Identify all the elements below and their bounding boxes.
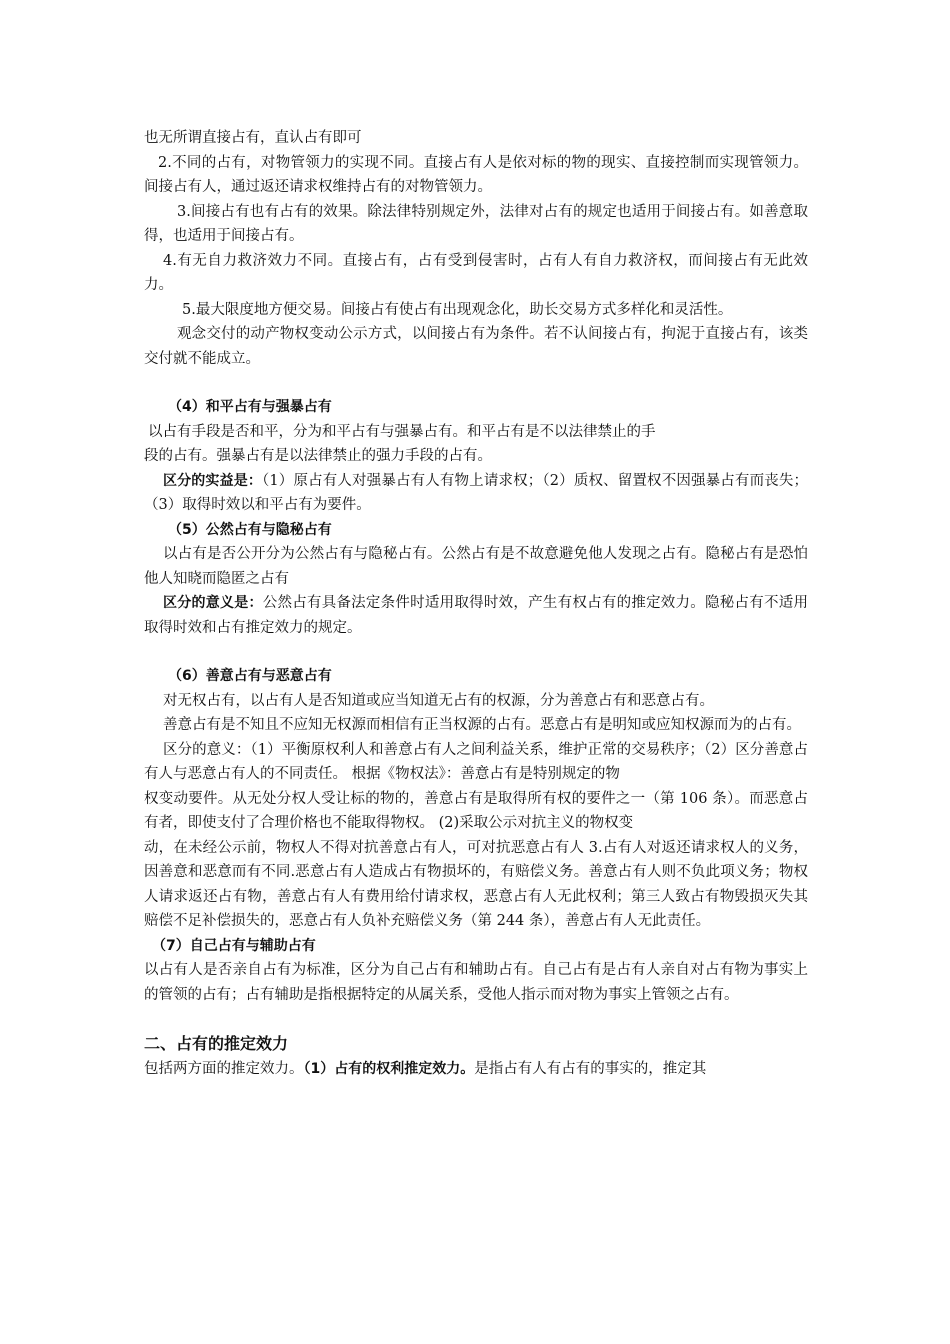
paragraph [144,1057,808,1082]
paragraph: 以占有是否公开分为公然占有与隐秘占有。公然占有是不故意避免他人发现之占有。隐秘占有是恐怕他人知晓而隐匿之占有 [144,546,808,587]
paragraph-text: 包括两方面的推定效力。 [144,1061,304,1077]
paragraph: 动，在未经公示前，物权人不得对抗善意占有人，可对抗恶意占有人 3.占有人对返还请求权人的义务，因善意和恶意而有不同.恶意占有人造成占有物损坏的，有赔偿义务。善意占有人则不负此项义务；物权人请求返还占有物，善意占有人有费用给付请求权，恶意占有人无此权利；第三人致占有物毁损灭失其赔偿不足补偿损失的，恶意占有人负补充赔偿义务（第 244 条），善意占有人无此责任。 [144,839,808,929]
paragraph: 5.最大限度地方便交易。间接占有使占有出现观念化，助长交易方式多样化和灵活性。 [182,301,733,318]
section-heading: （5）公然占有与隐秘占有 [168,521,332,538]
paragraph: 4.有无自力救济效力不同。直接占有，占有受到侵害时，占有人有自力救济权，而间接占有无此效力。 [144,252,808,293]
paragraph: 权变动要件。从无处分权人受让标的物的，善意占有是取得所有权的要件之一（第 106 条）。而恶意占有者，即使支付了合理价格也不能取得物权。 (2)采取公示对抗主义的物权变 [144,790,808,831]
paragraph: 以占有手段是否和平，分为和平占有与强暴占有。和平占有是不以法律禁止的手 [148,423,656,440]
section-heading: （6）善意占有与恶意占有 [168,668,332,684]
chapter-heading: 二、占有的推定效力 [144,1034,289,1053]
paragraph: 段的占有。强暴占有是以法律禁止的强力手段的占有。 [144,448,492,464]
paragraph [144,469,808,518]
section-heading: （4）和平占有与强暴占有 [168,399,332,415]
paragraph: 以占有人是否亲自占有为标准，区分为自己占有和辅助占有。自己占有是占有人亲自对占有物为事实上的管领的占有；占有辅助是指根据特定的从属关系，受他人指示而对物为事实上管领之占有。 [144,962,808,1003]
paragraph: 2.不同的占有，对物管领力的实现不同。直接占有人是依对标的物的现实、直接控制而实现管领力。间接占有人，通过返还请求权维持占有的对物管领力。 [144,154,808,195]
spacer [144,1007,808,1029]
paragraph: 对无权占有，以占有人是否知道或应当知道无占有的权源，分为善意占有和恶意占有。 [163,692,714,709]
section-heading: （7）自己占有与辅助占有 [152,937,316,954]
paragraph: 观念交付的动产物权变动公示方式，以间接占有为条件。若不认间接占有，拘泥于直接占有，该类交付就不能成立。 [144,326,808,367]
paragraph-text: 是指占有人有占有的事实的，推定其 [474,1061,707,1077]
bold-label: 区分的意义是： [163,595,263,611]
spacer [144,640,808,664]
paragraph-text: 公然占有具备法定条件时适用取得时效，产生有权占有的推定效力。隐秘占有不适用取得时效和占有推定效力的规定。 [144,595,809,636]
document-body [144,126,808,1082]
paragraph: 善意占有是不知且不应知无权源而相信有正当权源的占有。恶意占有是明知或应知权源而为的占有。 [163,717,801,733]
bold-label: （1）占有的权利推定效力。 [303,1061,475,1077]
paragraph: 也无所谓直接占有，直认占有即可 [144,130,362,146]
paragraph [144,591,808,640]
bold-label: 区分的实益是： [163,472,263,489]
paragraph: 3.间接占有也有占有的效果。除法律特别规定外，法律对占有的规定也适用于间接占有。如善意取得，也适用于间接占有。 [144,203,808,244]
paragraph: 区分的意义：（1）平衡原权利人和善意占有人之间利益关系，维护正常的交易秩序；（2）区分善意占有人与恶意占有人的不同责任。 根据《物权法》：善意占有是特别规定的物 [144,741,808,782]
paragraph-text: （1）原占有人对强暴占有人有物上请求权；（2）质权、留置权不因强暴占有而丧失；（3）取得时效以和平占有为要件。 [144,472,809,513]
spacer [144,371,808,395]
